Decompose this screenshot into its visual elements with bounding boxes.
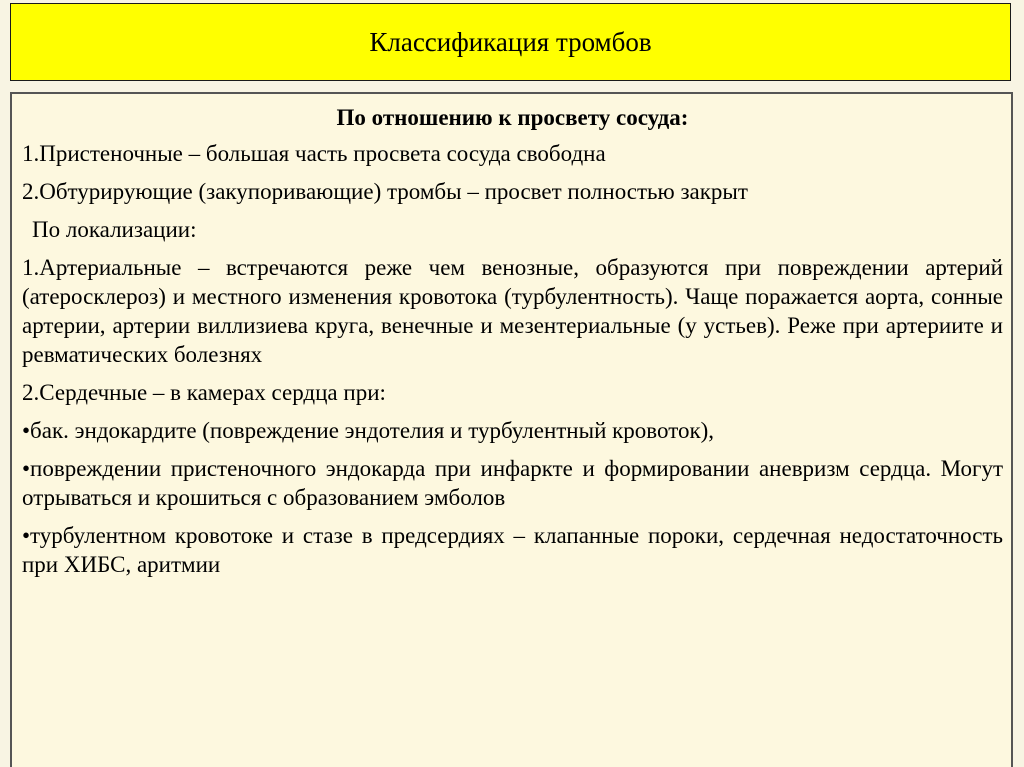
paragraph-parietal: 1.Пристеночные – большая часть просвета сосуда свободна <box>22 141 606 166</box>
bullet-infarction: •повреждении пристеночного эндокарда при инфаркте и формировании аневризм сердца. Могут отрываться и крошиться с образованием эмболов <box>22 456 1003 510</box>
slide-title: Классификация тромбов <box>369 26 652 57</box>
section-heading: По отношению к просвету сосуда: <box>336 105 689 130</box>
paragraph-by-localization: По локализации: <box>32 217 197 242</box>
content-box <box>10 92 1013 767</box>
paragraph-cardiac: 2.Сердечные – в камерах сердца при: <box>22 380 386 405</box>
paragraph-obturating: 2.Обтурирующие (закупоривающие) тромбы – просвет полностью закрыт <box>22 179 748 204</box>
bullet-endocarditis: •бак. эндокардите (повреждение эндотелия и турбулентный кровоток), <box>22 418 715 443</box>
bullet-turbulent-flow: •турбулентном кровотоке и стазе в предсердиях – клапанные пороки, сердечная недостаточность при ХИБС, аритмии <box>22 523 1003 577</box>
title-box <box>10 3 1011 81</box>
paragraph-arterial: 1.Артериальные – встречаются реже чем венозные, образуются при повреждении артерий (атеросклероз) и местного изменения кровотока (турбулентность). Чаще поражается аорта, сонные артерии, артерии виллизиева круга, венечные и мезентериальные (у устьев). Реже при артериите и ревматических болезнях <box>22 255 1003 367</box>
